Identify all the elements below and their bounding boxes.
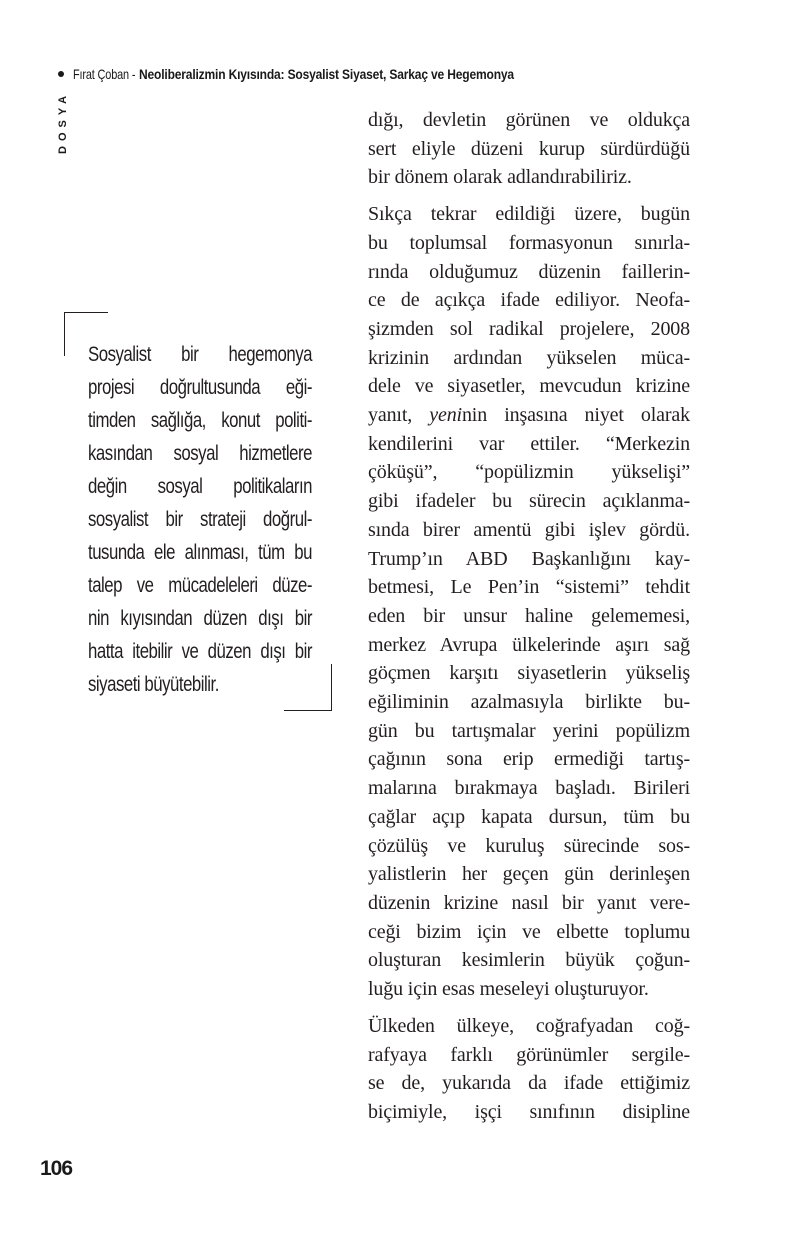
text-line: Trump’ın ABD Başkanlığını kay- bbox=[368, 547, 690, 570]
text-line: se de, yukarıda da ifade ettiğimiz bbox=[368, 1072, 690, 1095]
pull-quote-line: Sosyalist bir hegemonya bbox=[88, 343, 312, 366]
text-line: göçmen karşıtı siyasetlerin yükseliş bbox=[368, 662, 690, 685]
text-line: ce de açıkça ifade ediliyor. Neofa- bbox=[368, 289, 690, 312]
text-line-with-italic bbox=[368, 401, 690, 430]
text-line: düzenin krizine nasıl bir yanıt vere- bbox=[368, 891, 690, 914]
text-line: gün bu tartışmalar yerini popülizm bbox=[368, 719, 690, 742]
text-line: bir dönem olarak adlandırabiliriz. bbox=[368, 166, 632, 189]
text-line: Ülkeden ülkeye, coğrafyadan coğ- bbox=[368, 1014, 690, 1037]
text-line: kendilerini var ettiler. “Merkezin bbox=[368, 432, 690, 455]
paragraph-3 bbox=[368, 1012, 690, 1127]
bracket-bottom-right-vertical bbox=[331, 664, 332, 711]
text-line: çağlar açıp kapata dursun, tüm bu bbox=[368, 805, 690, 828]
text-line: merkez Avrupa ülkelerinde aşırı sağ bbox=[368, 633, 690, 656]
text-line: krizinin ardından yükselen müca- bbox=[368, 346, 690, 369]
text-line: dığı, devletin görünen ve oldukça bbox=[368, 109, 690, 131]
pull-quote-line: kasından sosyal hizmetlere bbox=[88, 442, 312, 465]
text-line: sert eliyle düzeni kurup sürdürdüğü bbox=[368, 137, 690, 160]
section-label: DOSYA bbox=[57, 90, 69, 154]
text-line: çağının sona erip ermediği tartış- bbox=[368, 748, 690, 771]
pull-quote-line: hatta itebilir ve düzen dışı bir bbox=[88, 640, 312, 663]
pull-quote bbox=[64, 312, 332, 711]
page-number: 106 bbox=[40, 1157, 73, 1180]
text-line: yalistlerin her geçen gün derinleşen bbox=[368, 863, 690, 886]
italic-term: yeni bbox=[429, 404, 462, 427]
text-line: eğiliminin azalmasıyla birlikte bu- bbox=[368, 691, 690, 714]
header-article-title: Neoliberalizmin Kıyısında: Sosyalist Siyaset, Sarkaç ve Hegemonya bbox=[138, 66, 514, 82]
text-line: çöküşü”, “popülizmin yükselişi” bbox=[368, 461, 690, 484]
text-line: Sıkça tekrar edildiği üzere, bugün bbox=[368, 203, 690, 226]
text-line: biçimiyle, işçi sınıfının disipline bbox=[368, 1100, 690, 1123]
bracket-bottom-right-horizontal bbox=[284, 710, 332, 711]
pull-quote-line: projesi doğrultusunda eği- bbox=[88, 376, 312, 399]
pull-quote-line: talep ve mücadeleleri düze- bbox=[88, 574, 312, 597]
pull-quote-line: siyaseti büyütebilir. bbox=[88, 673, 219, 696]
pull-quote-line: nin kıyısından düzen dışı bir bbox=[88, 607, 312, 630]
text-line: çözülüş ve kuruluş sürecinde sos- bbox=[368, 834, 690, 857]
pull-quote-line: timden sağlığa, konut politi- bbox=[88, 409, 312, 432]
text-line: rafyaya farklı görünümler sergile- bbox=[368, 1043, 690, 1066]
running-header bbox=[58, 64, 575, 84]
text-line: rında olduğumuz düzenin faillerin- bbox=[368, 260, 690, 283]
text-line: bu toplumsal formasyonun sınırla- bbox=[368, 231, 690, 254]
body-text-column bbox=[368, 106, 690, 1135]
paragraph-2 bbox=[368, 200, 690, 1004]
pull-quote-line: sosyalist bir strateji doğrul- bbox=[88, 508, 312, 531]
pull-quote-line: değin sosyal politikaların bbox=[88, 475, 312, 498]
header-author: Fırat Çoban - bbox=[73, 66, 136, 82]
bullet-icon bbox=[58, 71, 64, 77]
text-line: betmesi, Le Pen’in “sistemi” tehdit bbox=[368, 576, 690, 599]
text-line: ceği bizim için ve elbette toplumu bbox=[368, 920, 690, 943]
text-line: eden bir unsur haline gelememesi, bbox=[368, 604, 690, 627]
text-line: dele ve siyasetler, mevcudun krizine bbox=[368, 375, 690, 398]
paragraph-1 bbox=[368, 106, 690, 192]
bracket-top-left-vertical bbox=[64, 312, 65, 356]
text-line: gibi ifadeler bu sürecin açıklanma- bbox=[368, 490, 690, 513]
pull-quote-line: tusunda ele alınması, tüm bu bbox=[88, 541, 312, 564]
pull-quote-text bbox=[88, 338, 312, 701]
text-line: sında birer amentü gibi işlev gördü. bbox=[368, 518, 690, 541]
text-line: oluşturan kesimlerin büyük çoğun- bbox=[368, 949, 690, 972]
text-line: şizmden sol radikal projelere, 2008 bbox=[368, 317, 690, 340]
text-line: malarına bırakmaya başladı. Birileri bbox=[368, 777, 690, 800]
bracket-top-left-horizontal bbox=[64, 312, 108, 313]
text-segment: nin inşasına niyet olarak bbox=[461, 404, 690, 427]
text-segment: yanıt, bbox=[368, 404, 430, 427]
text-line: luğu için esas meseleyi oluşturuyor. bbox=[368, 978, 649, 1001]
